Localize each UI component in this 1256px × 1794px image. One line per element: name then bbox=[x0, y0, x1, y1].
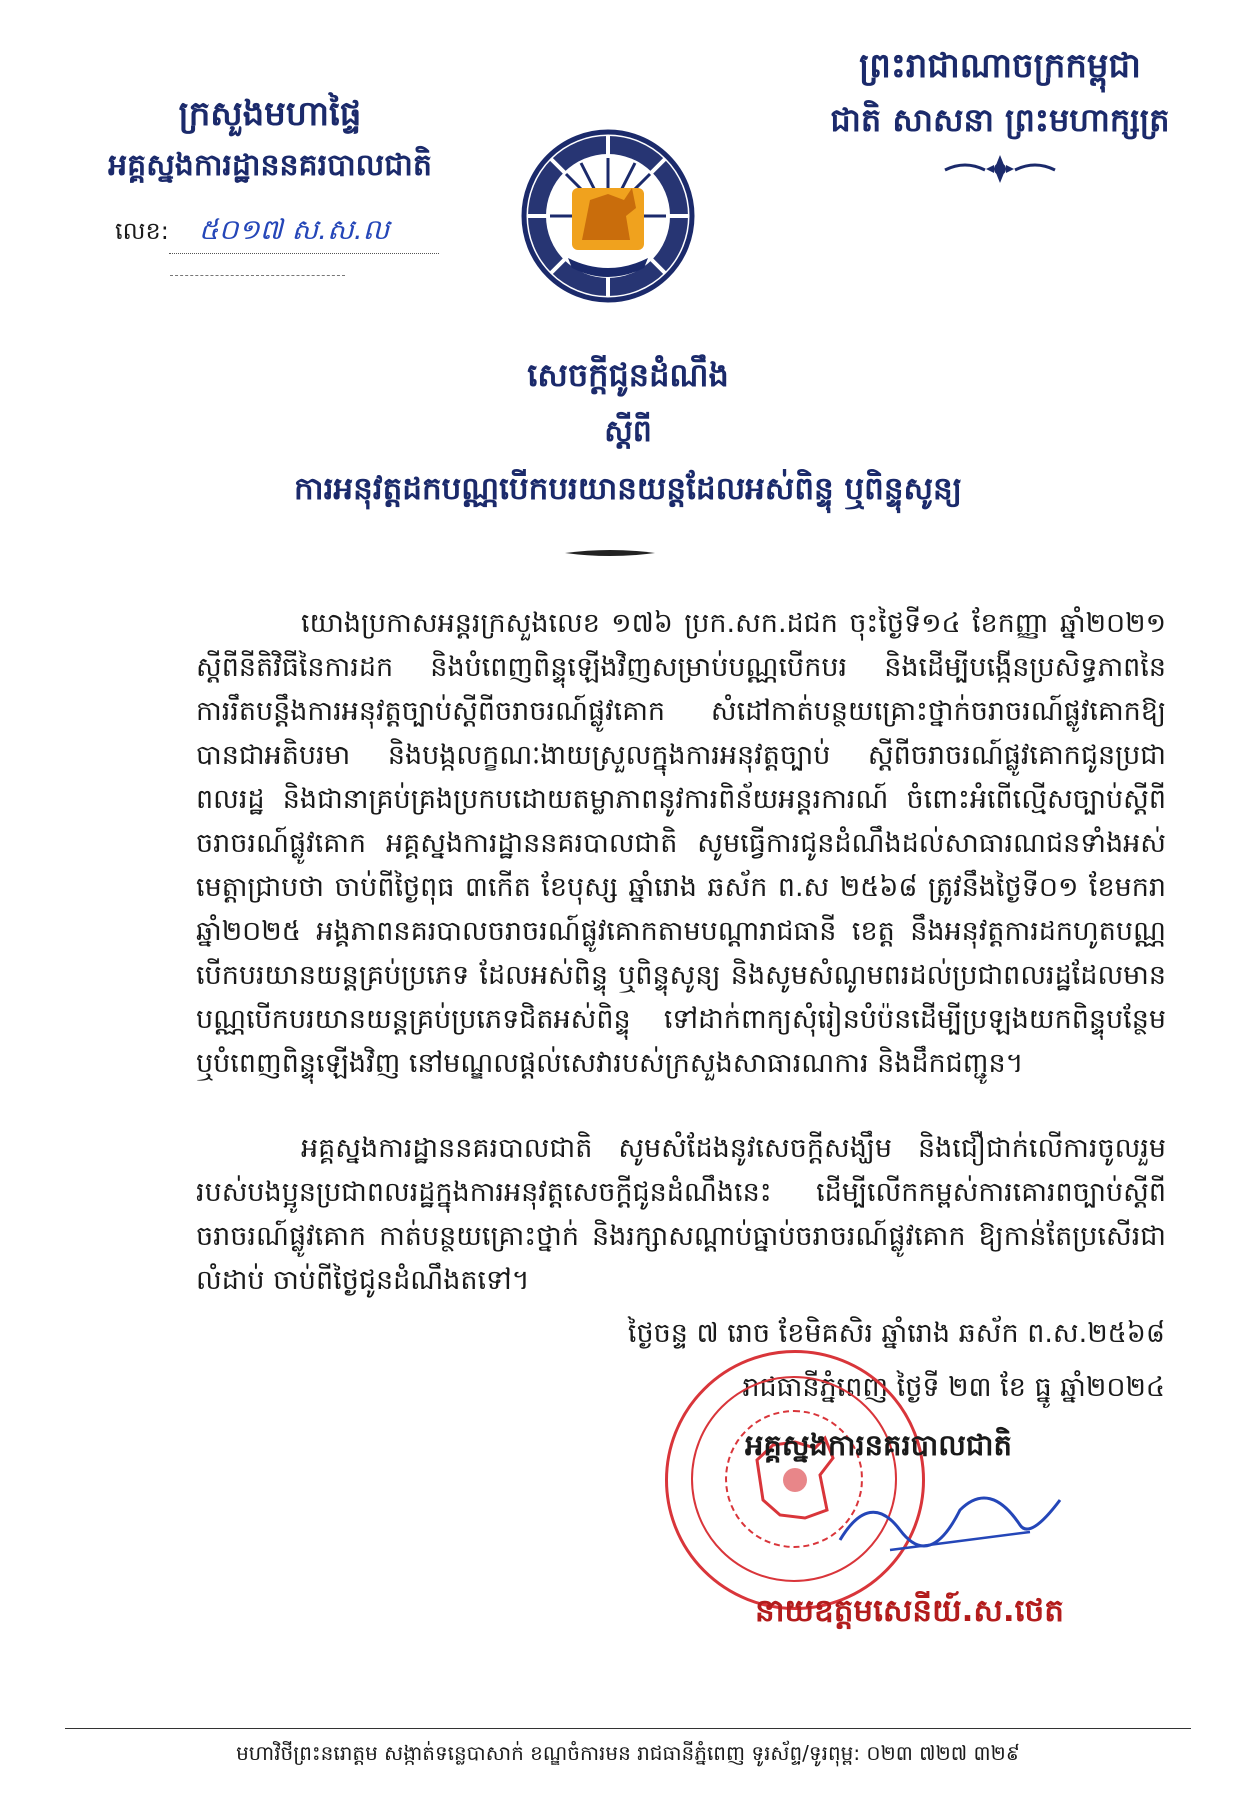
lunar-date: ថ្ងៃចន្ទ ៧ រោច ខែមិគសិរ ឆ្នាំរោង ឆស័ក ព.ស.២៥៦៨ bbox=[627, 1318, 1165, 1349]
footer-address: មហាវិថីព្រះនរោត្តម សង្កាត់ទន្លេបាសាក់ ខណ្ឌចំការមន រាជធានីភ្នំពេញ ទូរស័ព្ទ/ទូរពុម្ព: ០២៣ ៧២៧ ៣២៩ bbox=[236, 1741, 1020, 1765]
reference-label: លេខ: bbox=[115, 217, 169, 245]
footer-divider bbox=[65, 1728, 1191, 1729]
department-name: អគ្គស្នងការដ្ឋាននគរបាលជាតិ bbox=[108, 148, 432, 183]
title-divider bbox=[565, 542, 655, 550]
body-paragraph-1: យោងប្រកាសអន្តរក្រសួងលេខ ១៧៦ ប្រក.សក.ដជក ចុះថ្ងៃទី១៤ ខែកញ្ញា ឆ្នាំ២០២១ ស្តីពីនីតិវិធីនៃការដក និងបំពេញពិន្ទុឡើងវិញសម្រាប់បណ្ណបើកបរ និងដើម្បីបង្កើនប្រសិទ្ធភាពនៃការរឹតបន្តឹងការអនុវត្តច្បាប់ស្តីពីចរាចរណ៍ផ្លូវគោក សំដៅកាត់បន្ថយគ្រោះថ្នាក់ចរាចរណ៍ផ្លូវគោកឱ្យបានជាអតិបរមា និងបង្កលក្ខណៈងាយស្រួលក្នុងការអនុវត្តច្បាប់ ស្តីពីចរាចរណ៍ផ្លូវគោកជូនប្រជាពលរដ្ឋ និងជានាគ្រប់គ្រងប្រកបដោយតម្លាភាពនូវការពិន័យអន្តរការណ៍ ចំពោះអំពើល្មើសច្បាប់ស្តីពីចរាចរណ៍ផ្លូវគោក អគ្គស្នងការដ្ឋាននគរបាលជាតិ សូមធ្វើការជូនដំណឹងដល់សាធារណជនទាំងអស់មេត្តាជ្រាបថា ចាប់ពីថ្ងៃពុធ ៣កើត ខែបុស្ស ឆ្នាំរោង ឆស័ក ព.ស ២៥៦៨ ត្រូវនឹងថ្ងៃទី០១ ខែមករា ឆ្នាំ២០២៥ អង្គភាពនគរបាលចរាចរណ៍ផ្លូវគោកតាមបណ្តារាជធានី ខេត្ត នឹងអនុវត្តការដកហូតបណ្ណបើកបរយានយន្តគ្រប់ប្រភេទ ដែលអស់ពិន្ទុ ឬពិន្ទុសូន្យ និងសូមសំណូមពរដល់ប្រជាពលរដ្ឋដែលមានបណ្ណបើកបរយានយន្តគ្រប់ប្រភេទជិតអស់ពិន្ទុ ទៅដាក់ពាក្យសុំរៀនបំប៉នដើម្បីប្រឡងយកពិន្ទុបន្ថែម ឬបំពេញពិន្ទុឡើងវិញ នៅមណ្ឌលផ្តល់សេវារបស់ក្រសួងសាធារណការ និងដឹកជញ្ជូន។ bbox=[196, 608, 1166, 1079]
document-title: សេចក្តីជូនដំណឹង bbox=[527, 356, 729, 394]
ministry-name: ក្រសួងមហាផ្ទៃ bbox=[178, 94, 362, 134]
body-paragraph-2: អគ្គស្នងការដ្ឋាននគរបាលជាតិ សូមសំដែងនូវសេចក្តីសង្ឃឹម និងជឿជាក់លើការចូលរួមរបស់បងប្អូនប្រជាពលរដ្ឋក្នុងការអនុវត្តសេចក្តីជូនដំណឹងនេះ ដើម្បីលើកកម្ពស់ការគោរពច្បាប់ស្តីពីចរាចរណ៍ផ្លូវគោក កាត់បន្ថយគ្រោះថ្នាក់ និងរក្សាសណ្តាប់ធ្នាប់ចរាចរណ៍ផ្លូវគោក ឱ្យកាន់តែប្រសើរជាលំដាប់ ចាប់ពីថ្ងៃជូនដំណឹងតទៅ។ bbox=[196, 1133, 1166, 1296]
handwritten-signature bbox=[830, 1470, 1070, 1560]
reference-value: ៥០១៧ ស.ស.ល bbox=[169, 212, 439, 254]
left-ornament-rule bbox=[170, 275, 345, 276]
signatory-office: អគ្គស្នងការនគរបាលជាតិ bbox=[745, 1428, 1012, 1462]
national-motto: ជាតិ សាសនា ព្រះមហាក្សត្រ bbox=[830, 101, 1170, 139]
signatory-name: នាយឧត្តមសេនីយ៍.ស.ថេត bbox=[755, 1593, 1064, 1629]
reference-number bbox=[115, 212, 439, 254]
kingdom-name: ព្រះរាជាណាចក្រកម្ពុជា bbox=[859, 46, 1141, 86]
motto-ornament-icon bbox=[940, 154, 1060, 184]
document-subject: ការអនុវត្តដកបណ្ណបើកបរយានយន្តដែលអស់ពិន្ទុ ឬពិន្ទុសូន្យ bbox=[294, 471, 962, 507]
police-emblem-logo bbox=[520, 128, 696, 304]
solar-date: រាជធានីភ្នំពេញ ថ្ងៃទី ២៣ ខែ ធ្នូ ឆ្នាំ២០២៤ bbox=[742, 1372, 1165, 1403]
title-subject-prefix: ស្តីពី bbox=[604, 414, 652, 449]
